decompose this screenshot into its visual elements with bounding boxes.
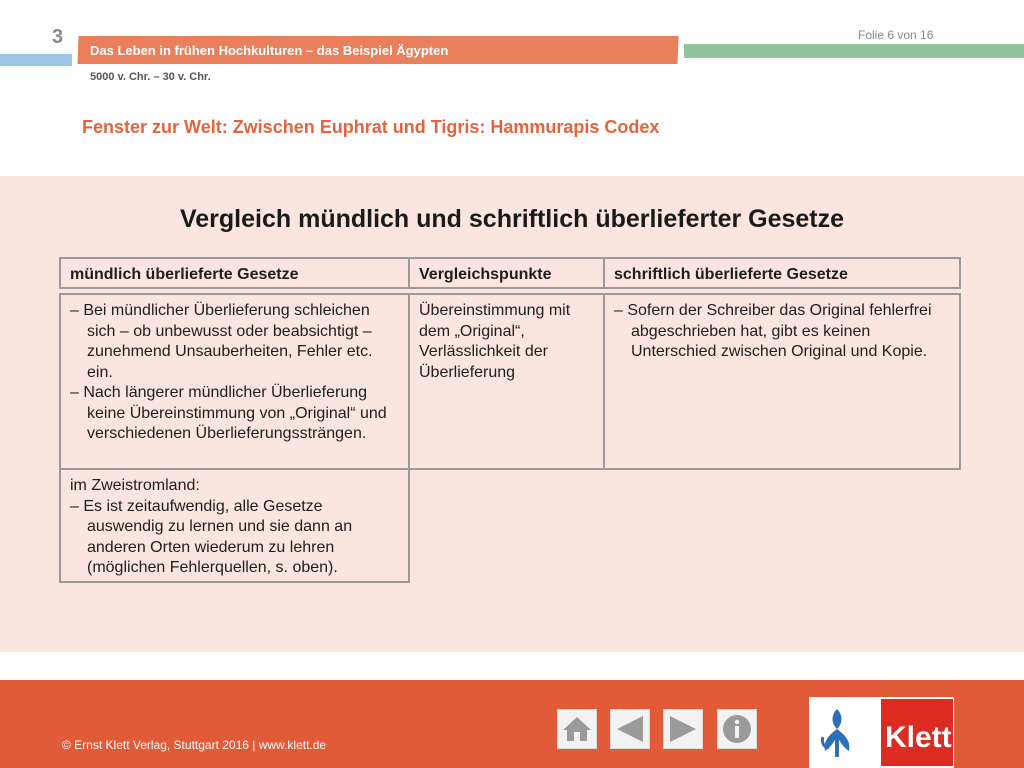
next-slide-button[interactable] xyxy=(663,709,703,749)
klett-logo[interactable] xyxy=(809,697,954,768)
table-cell-oral-1 xyxy=(59,293,410,470)
info-button[interactable] xyxy=(717,709,757,749)
home-icon xyxy=(558,710,596,748)
copyright-text: © Ernst Klett Verlag, Stuttgart 2016 | www.klett.de xyxy=(62,738,327,752)
arrow-left-icon xyxy=(611,710,649,748)
table-header-oral: mündlich überlieferte Gesetze xyxy=(59,257,410,289)
slide-counter: Folie 6 von 16 xyxy=(858,28,934,42)
klett-wordmark: Klett xyxy=(885,721,952,754)
date-range: 5000 v. Chr. – 30 v. Chr. xyxy=(90,71,211,83)
table-cell-oral-2 xyxy=(59,468,410,583)
chapter-number: 3 xyxy=(52,26,64,48)
list-item: – Es ist zeitaufwendig, alle Gesetze auswendig zu lernen und sie dann an anderen Orten wiederum zu lehren (möglichen Fehlerquellen, s. oben). xyxy=(70,497,353,576)
table-header-written: schriftlich überlieferte Gesetze xyxy=(603,257,961,289)
info-icon xyxy=(718,710,756,748)
cell-intro: im Zweistromland: xyxy=(70,477,200,494)
header-left-accent-bar xyxy=(0,54,72,66)
list-item: – Bei mündlicher Überlieferung schleichen sich – ob unbewusst oder beabsichtigt – zunehmend Unsauberheiten, Fehler etc. ein. xyxy=(70,302,373,381)
table-header-comparison: Vergleichspunkte xyxy=(408,257,605,289)
chapter-title: Das Leben in frühen Hochkulturen – das Beispiel Ägypten xyxy=(90,43,449,58)
table-cell-comparison-1: Übereinstimmung mit dem „Original“, Verlässlichkeit der Überlieferung xyxy=(408,293,605,470)
previous-slide-button[interactable] xyxy=(610,709,650,749)
arrow-right-icon xyxy=(664,710,702,748)
home-button[interactable] xyxy=(557,709,597,749)
list-item: – Sofern der Schreiber das Original fehlerfrei abgeschrieben hat, gibt es keinen Unterschied zwischen Original und Kopie. xyxy=(614,302,932,360)
klett-wordmark-box xyxy=(881,699,953,766)
table-cell-written-1 xyxy=(603,293,961,470)
klett-emblem-icon xyxy=(809,697,879,768)
page-title: Vergleich mündlich und schriftlich überlieferter Gesetze xyxy=(179,205,845,233)
list-item: – Nach längerer mündlicher Überlieferung keine Übereinstimmung von „Original“ und verschiedenen Überlieferungssträngen. xyxy=(70,384,387,442)
slide-subtitle: Fenster zur Welt: Zwischen Euphrat und Tigris: Hammurapis Codex xyxy=(82,117,660,137)
header-right-accent-bar xyxy=(684,44,1024,58)
